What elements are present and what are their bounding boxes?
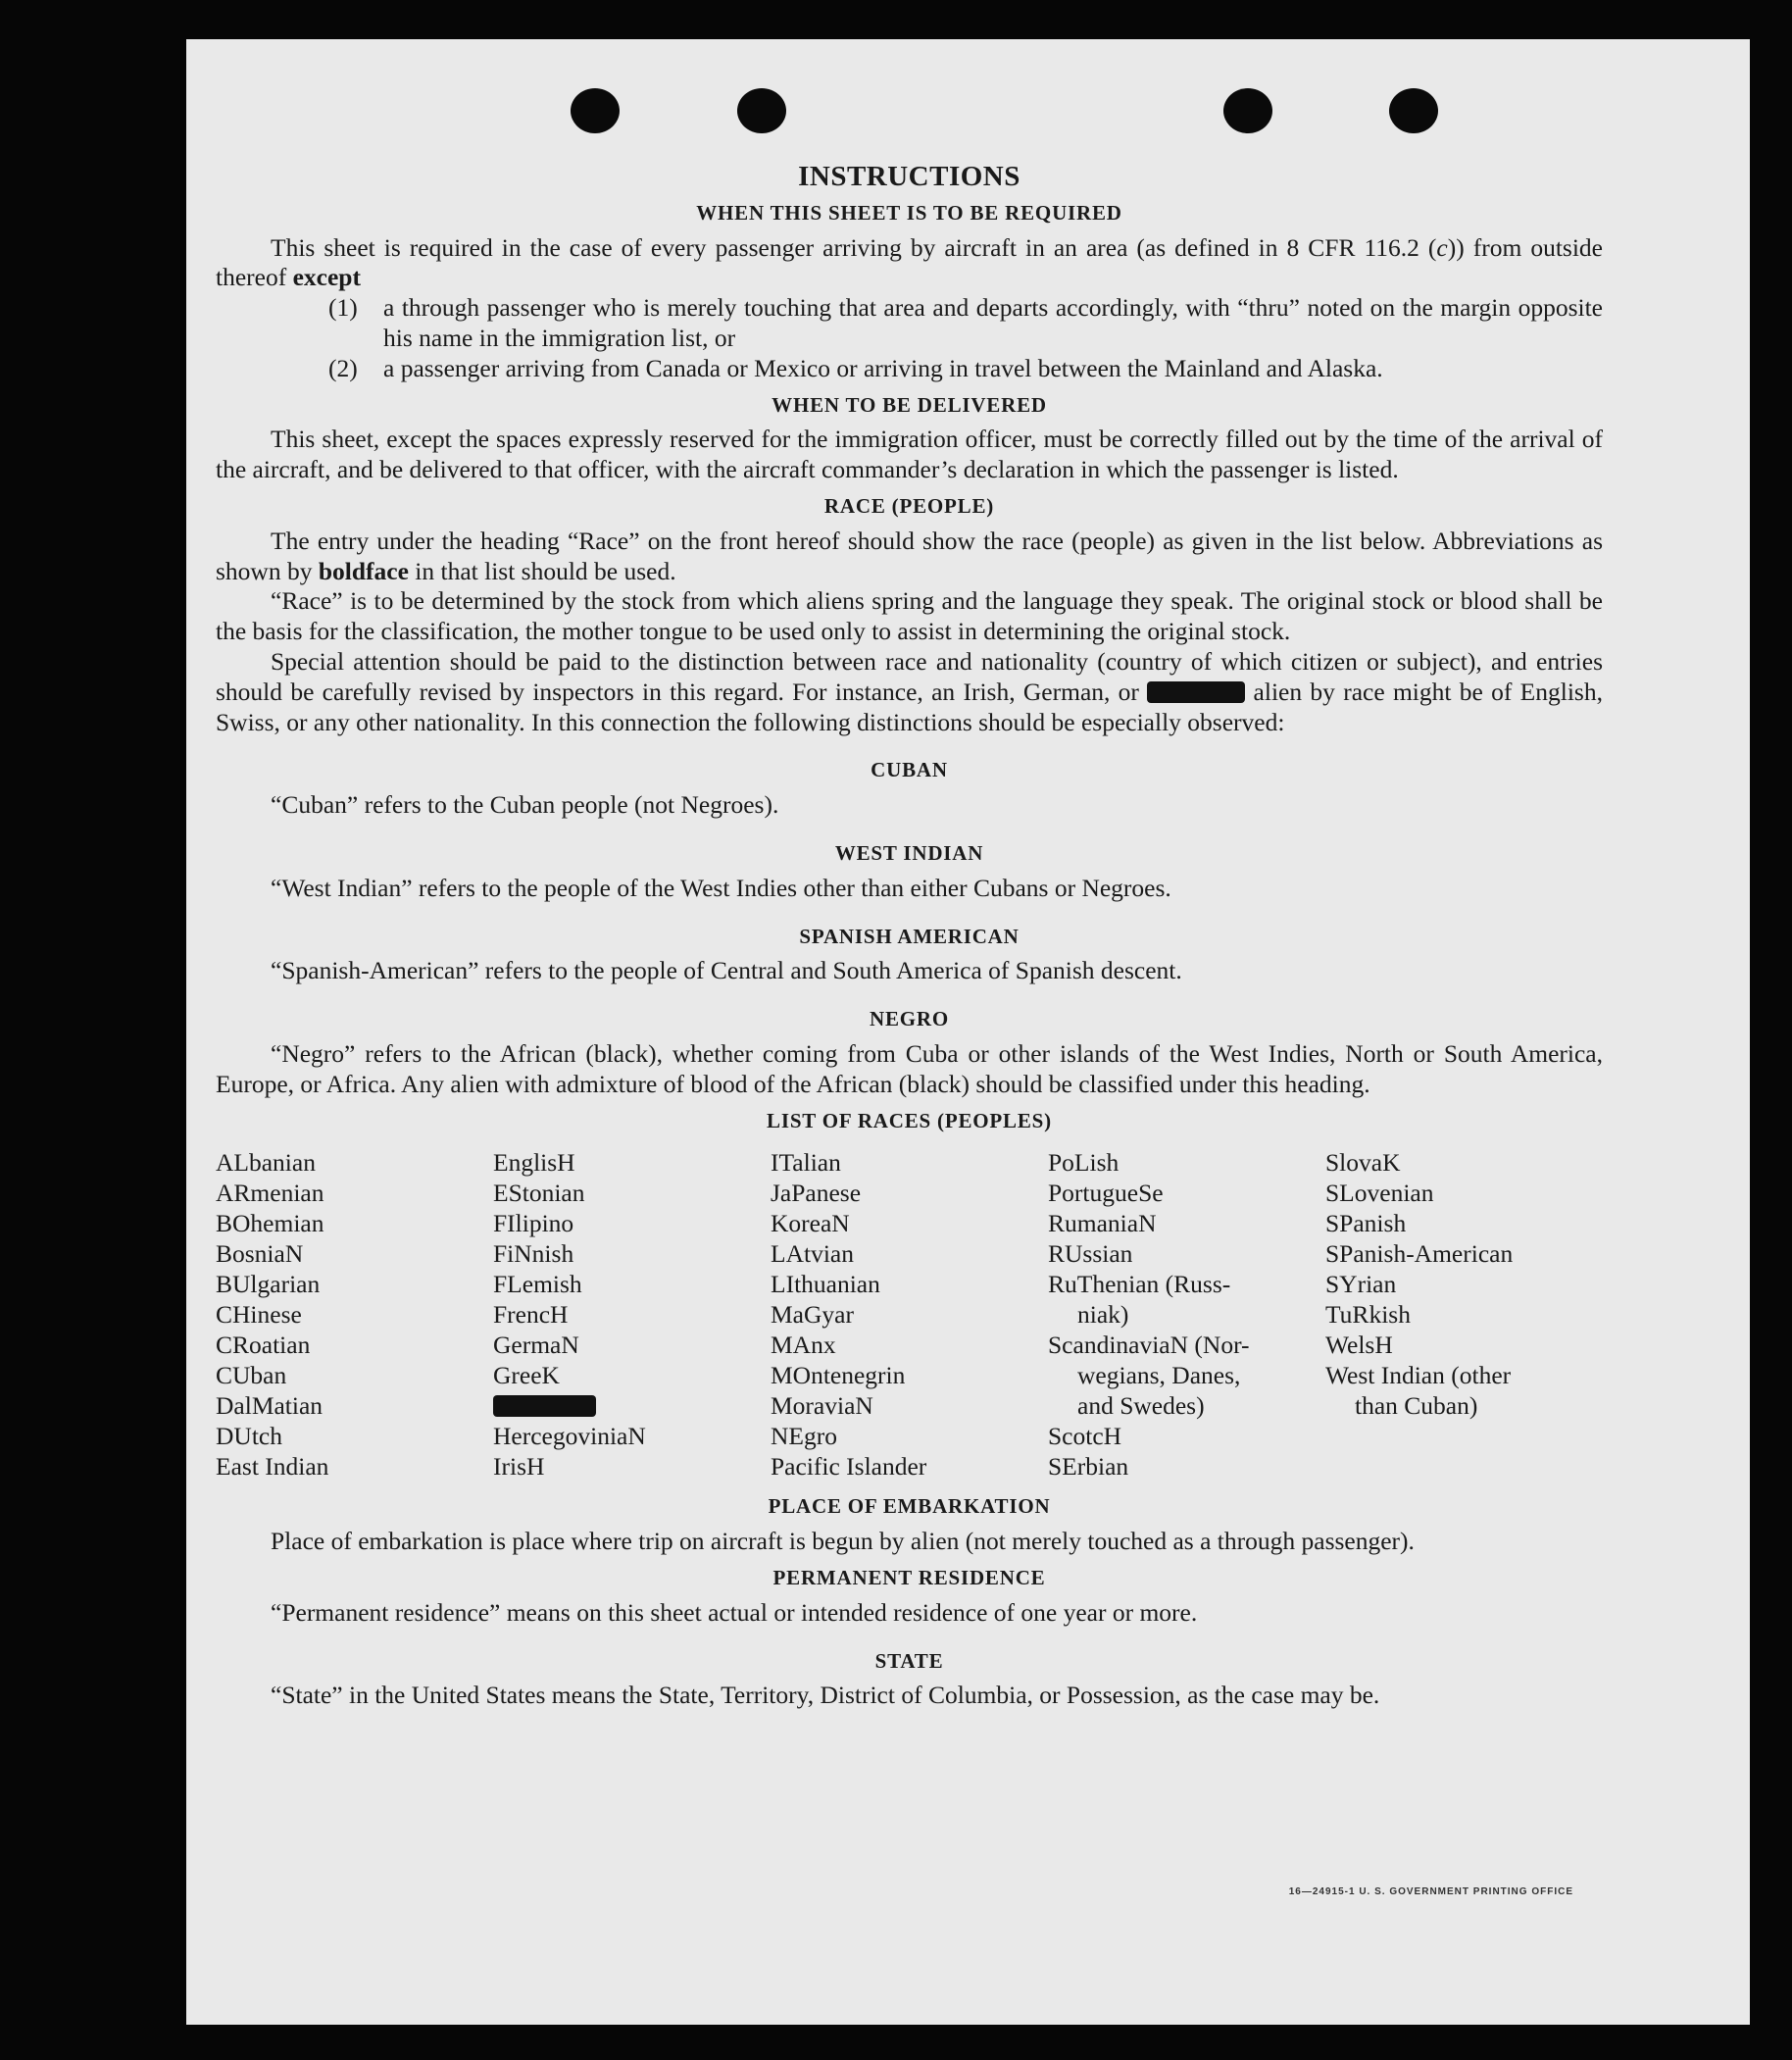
race-entry: Pacific Islander xyxy=(771,1452,927,1482)
cuban-text: “Cuban” refers to the Cuban people (not Negroes). xyxy=(271,790,779,820)
race-entry: LAtvian xyxy=(771,1239,854,1269)
section-heading-west-indian: WEST INDIAN xyxy=(834,840,984,865)
race-column xyxy=(216,1147,493,1482)
race-entry-redacted xyxy=(493,1390,771,1421)
race-entry: MAnx xyxy=(771,1331,836,1360)
punch-hole xyxy=(1389,88,1438,133)
delivered-text: This sheet, except the spaces expressly reserved for the immigration officer, must be correctly filled out by the time of the arrival of the aircraft, and be delivered to that officer, with the aircraft commander’s declaration in which the passenger is listed. xyxy=(216,425,1603,484)
required-intro: This sheet is required in the case of every passenger arriving by aircraft in an area (as defined in 8 CFR 116.2 (c)) from outside thereof except xyxy=(216,232,1603,292)
race-entry: ALbanian xyxy=(216,1148,316,1178)
race-entry: CUban xyxy=(216,1361,287,1390)
race-entry-continued: than Cuban) xyxy=(1355,1391,1478,1421)
race-paragraph: The entry under the heading “Race” on the front hereof should show the race (people) as given in the list below. Abbreviations as shown by boldface in that list should be used. xyxy=(216,526,1603,585)
race-entry: ScandinaviaN (Nor- xyxy=(1048,1331,1250,1360)
race-entry: ITalian xyxy=(771,1148,841,1178)
race-entry: BUlgarian xyxy=(216,1270,321,1299)
punch-hole xyxy=(571,88,620,133)
page-title: INSTRUCTIONS xyxy=(798,161,1020,192)
race-entry: SYrian xyxy=(1325,1270,1397,1299)
section-heading-spanish-american: SPANISH AMERICAN xyxy=(799,924,1020,948)
race-entry: IrisH xyxy=(493,1452,545,1482)
section-heading-delivered: WHEN TO BE DELIVERED xyxy=(772,392,1047,417)
race-entry: SPanish xyxy=(1325,1209,1407,1238)
exception-item: (2) a passenger arriving from Canada or Mexico or arriving in travel between the Mainland and Alaska. xyxy=(328,353,1383,382)
race-entry: EnglisH xyxy=(493,1148,575,1178)
race-entry-continued: wegians, Danes, xyxy=(1077,1361,1241,1390)
race-entry: SlovaK xyxy=(1325,1148,1401,1178)
race-entry: NEgro xyxy=(771,1422,837,1451)
race-entry: LIthuanian xyxy=(771,1270,880,1299)
section-heading-race-list: LIST OF RACES (PEOPLES) xyxy=(767,1108,1052,1132)
punch-hole xyxy=(737,88,786,133)
residence-text: “Permanent residence” means on this sheet actual or intended residence of one year or more. xyxy=(271,1597,1198,1627)
race-entry: FiNnish xyxy=(493,1239,574,1269)
race-entry: GermaN xyxy=(493,1331,579,1360)
race-entry: CHinese xyxy=(216,1300,302,1330)
race-entry: SErbian xyxy=(1048,1452,1129,1482)
document-sheet xyxy=(186,39,1750,2025)
section-heading-residence: PERMANENT RESIDENCE xyxy=(772,1565,1046,1589)
race-entry: ARmenian xyxy=(216,1179,324,1208)
race-entry: PoLish xyxy=(1048,1148,1120,1178)
race-column xyxy=(1048,1147,1325,1482)
race-entry: FLemish xyxy=(493,1270,582,1299)
race-entry: BOhemian xyxy=(216,1209,324,1238)
race-entry: EStonian xyxy=(493,1179,585,1208)
race-entry: West Indian (other xyxy=(1325,1361,1512,1390)
section-heading-required: WHEN THIS SHEET IS TO BE REQUIRED xyxy=(696,200,1122,225)
race-entry: MoraviaN xyxy=(771,1391,873,1421)
race-entry: WelsH xyxy=(1325,1331,1393,1360)
race-entry: MOntenegrin xyxy=(771,1361,906,1390)
race-entry: GreeK xyxy=(493,1361,560,1390)
race-entry: JaPanese xyxy=(771,1179,862,1208)
race-entry: DalMatian xyxy=(216,1391,324,1421)
race-entry: PortugueSe xyxy=(1048,1179,1164,1208)
race-entry: CRoatian xyxy=(216,1331,311,1360)
race-paragraph: Special attention should be paid to the distinction between race and nationality (country of which citizen or subject), and entries should be carefully revised by inspectors in this regard. For instance, an Irish, German, or alien by race might be of English, Swiss, or any other nationality. In this connection the following distinctions should be especially observed: xyxy=(216,646,1603,736)
race-entry-continued: niak) xyxy=(1077,1300,1129,1330)
west-indian-text: “West Indian” refers to the people of the West Indies other than either Cubans or Negroes. xyxy=(271,873,1171,902)
race-entry: RumaniaN xyxy=(1048,1209,1157,1238)
punch-hole xyxy=(1223,88,1272,133)
instructions-body xyxy=(216,162,1603,1711)
race-entry: SPanish-American xyxy=(1325,1239,1514,1269)
section-heading-embarkation: PLACE OF EMBARKATION xyxy=(768,1494,1051,1519)
race-paragraph: “Race” is to be determined by the stock from which aliens spring and the language they speak. The original stock or blood shall be the basis for the classification, the mother tongue to be used only to assist in determining the original stock. xyxy=(216,586,1603,646)
race-entry: ScotcH xyxy=(1048,1422,1122,1451)
redaction-mark xyxy=(1147,681,1245,703)
race-column xyxy=(771,1147,1048,1482)
race-entry: TuRkish xyxy=(1325,1300,1411,1330)
race-entry: HercegoviniaN xyxy=(493,1422,646,1451)
race-entry: FIlipino xyxy=(493,1209,574,1238)
redaction-mark xyxy=(493,1395,596,1417)
printing-office-footer: 16—24915-1 U. S. GOVERNMENT PRINTING OFFICE xyxy=(1288,1886,1573,1897)
spanish-american-text: “Spanish-American” refers to the people of Central and South America of Spanish descent. xyxy=(271,956,1182,985)
race-entry: FrencH xyxy=(493,1300,569,1330)
race-entry: BosniaN xyxy=(216,1239,304,1269)
embarkation-text: Place of embarkation is place where trip on aircraft is begun by alien (not merely touched as a through passenger). xyxy=(271,1527,1415,1556)
race-column xyxy=(1325,1147,1603,1482)
race-entry-continued: and Swedes) xyxy=(1077,1391,1205,1421)
section-heading-state: STATE xyxy=(874,1648,944,1673)
race-column xyxy=(493,1147,771,1482)
section-heading-cuban: CUBAN xyxy=(871,758,948,782)
race-entry: KoreaN xyxy=(771,1209,850,1238)
section-heading-race: RACE (PEOPLE) xyxy=(823,493,995,518)
race-entry: SLovenian xyxy=(1325,1179,1434,1208)
race-list xyxy=(216,1147,1603,1482)
race-entry: MaGyar xyxy=(771,1300,854,1330)
race-entry: DUtch xyxy=(216,1422,282,1451)
race-entry: RuThenian (Russ- xyxy=(1048,1270,1231,1299)
race-entry: East Indian xyxy=(216,1452,329,1482)
section-heading-negro: NEGRO xyxy=(869,1007,949,1031)
race-entry: RUssian xyxy=(1048,1239,1133,1269)
exception-item: (1) a through passenger who is merely touching that area and departs accordingly, with “thru” noted on the margin opposite his name in the immigration list, or xyxy=(328,293,1603,352)
negro-text: “Negro” refers to the African (black), whether coming from Cuba or other islands of the West Indies, North or South America, Europe, or Africa. Any alien with admixture of blood of the African (black) should be classified under this heading. xyxy=(216,1038,1603,1098)
state-text: “State” in the United States means the State, Territory, District of Columbia, or Possession, as the case may be. xyxy=(271,1681,1380,1710)
